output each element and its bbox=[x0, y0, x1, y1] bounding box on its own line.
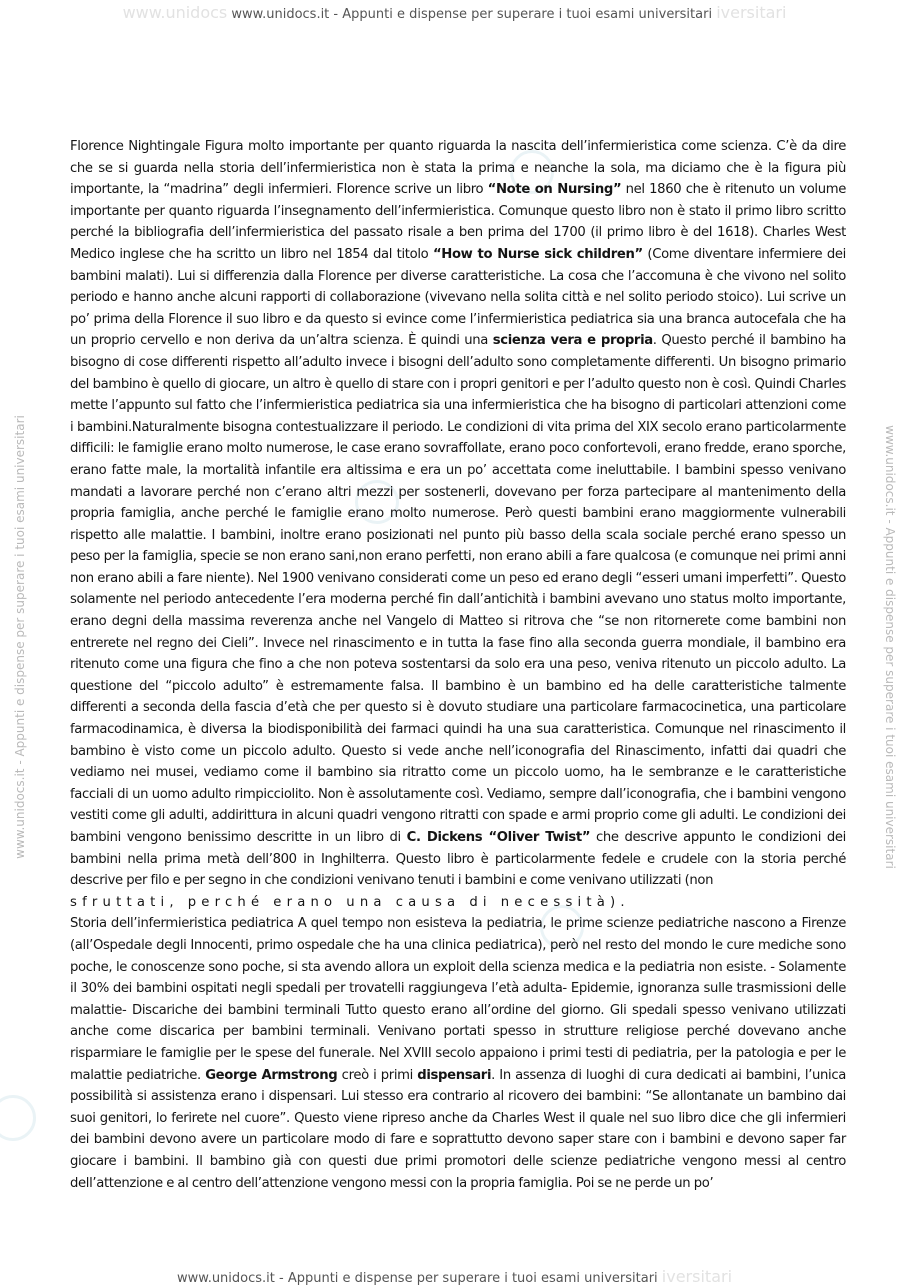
document-body bbox=[70, 136, 846, 1194]
right-side-watermark: www.unidocs.it - Appunti e dispense per superare i tuoi esami universitari bbox=[883, 425, 897, 869]
paragraph-spaced-line: sfruttati, perché erano una causa di necessità). bbox=[70, 894, 630, 910]
footer-watermark bbox=[0, 1267, 909, 1286]
paragraph-storia bbox=[70, 913, 846, 1194]
text-run: nel 1860 che è ritenuto un volume importante per quanto riguarda l’insegnamento dell’infermieristica. Comunque questo libro non è stato il primo libro scritto perché la bibliografia dell’infermieristica del passato risale a ben prima del 1700 (il primo libro è del 1618). Charles West Medico inglese che ha scritto un libro nel 1854 dal titolo bbox=[70, 182, 846, 262]
text-run: creò i primi bbox=[337, 1067, 418, 1083]
footer-ghost-right: iversitari bbox=[661, 1267, 733, 1286]
footer-watermark-text: www.unidocs.it - Appunti e dispense per superare i tuoi esami universitari bbox=[176, 1271, 658, 1286]
text-run: Florence Nightingale Figura molto importante per quanto riguarda la nascita dell’infermieristica come scienza. C’è da dire che se si guarda nella storia dell’infermieristica non è stata la prima e neanche la sola, ma diciamo che è la figura più importante, la “madrina” degli infermieri. Florence scrive un libro bbox=[70, 139, 846, 198]
header-watermark bbox=[0, 3, 909, 22]
bold-george-armstrong: George Armstrong bbox=[205, 1067, 338, 1083]
text-run: . Questo perché il bambino ha bisogno di cose differenti rispetto all’adulto invece i bisogni dell’adulto sono completamente differenti. Un bisogno primario del bambino è quello di giocare, un altro è quello di stare con i propri genitori e per l’adulto questo non è così. Quindi Charles mette l’appunto sul fatto che l’infermieristica pediatrica sia una infermieristica che ha bisogno di particolari attenzioni come i bambini.Naturalmente bisogna contestualizzare il periodo. Le condizioni di vita prima del XIX secolo erano particolarmente difficili: le famiglie erano molto numerose, le case erano sovraffollate, erano poco confortevoli, erano fredde, erano sporche, erano fatte male, la mortalità infantile era altissima e era un po’ accettata come ineluttabile. I bambini spesso venivano mandati a lavorare perché non c’erano altri mezzi per sostenerli, dovevano per forza partecipare al mantenimento della propria famiglia, anche perché le famiglie erano molto numerose. Però questi bambini erano maggiormente vulnerabili rispetto alle malattie. I bambini, inoltre erano posizionati nel punto più basso della scala sociale perché erano spesso un peso per la famiglia, specie se non erano sani,non erano perfetti, non erano abili a fare qualcosa (e comunque nei primi anni non erano abili a fare niente). Nel 1900 venivano considerati come un peso ed erano degli “esseri umani imperfetti”. Questo solamente nel periodo antecedente l’era moderna perché fin dall’antichità i bambini avevano uno status molto importante, erano degni della massima reverenza anche nel Vangelo di Matteo si ritrova che “se non ritornerete come bambini non entrerete nel regno dei Cieli”. Invece nel rinascimento e in tutta la fase fino alla seconda guerra mondiale, il bambino era ritenuto come una figura che fino a che non poteva sostentarsi da solo era una peso, veniva ritenuto un piccolo adulto. La questione del “piccolo adulto” è estremamente falsa. Il bambino è un bambino ed ha delle caratteristiche talmente differenti a seconda della fascia d’età che per questo si è dovuto studiare una particolare farmacocinetica, una particolare farmacodinamica, è diversa la biodisponibilità dei farmaci quindi ha una sua caratteristica. Comunque nel rinascimento il bambino è visto come un piccolo adulto. Questo si vede anche nell’iconografia del Rinascimento, infatti dai quadri che vediamo nei musei, vediamo come il bambino sia ritratto come un piccolo uomo, ha le sembranze e le caratteristiche facciali di un uomo adulto rimpicciolito. Non è assolutamente così. Vediamo, sempre dall’iconografia, che i bambini vengono vestiti come gli adulti, addirittura in alcuni quadri vengono ritratti con spade e armi proprio come gli adulti. Le condizioni dei bambini vengono benissimo descritte in un libro di bbox=[70, 333, 846, 845]
bold-dispensari: dispensari bbox=[417, 1067, 492, 1083]
text-run: (Come diventare infermiere dei bambini malati). Lui si differenzia dalla Florence per diverse caratteristiche. La cosa che l’accomuna è che vivono nel solito periodo e hanno anche alcuni rapporti di collaborazione (vivevano nella solita città e nel solito periodo stoico). Lui scrive un po’ prima della Florence il suo libro e da questo si evince come l’infermieristica pediatrica sia una branca autocefala che ha un proprio cervello e non deriva da un’altra scienza. È quindi una bbox=[70, 246, 846, 349]
left-side-watermark: www.unidocs.it - Appunti e dispense per superare i tuoi esami universitari bbox=[13, 415, 27, 859]
book-title-note-on-nursing: “Note on Nursing” bbox=[487, 182, 622, 198]
paragraph-main bbox=[70, 136, 846, 892]
text-run: . In assenza di luoghi di cura dedicati ai bambini, l’unica possibilità si assistenza erano i dispensari. Lui stesso era contrario al ricovero dei bambini: “Se allontanate un bambino dai suoi genitori, lo ferirete nel cuore”. Questo viene ripreso anche da Charles West il quale nel suo libro dice che gli infermieri dei bambini devono avere un particolare modo di fare e soprattutto devono saper stare con i bambini e devono saper far giocare i bambini. Il bambino già con questi due primi promotori delle scienze pediatriche vengono messi al centro dell’attenzione e al centro dell’attenzione vengono messi con la propria famiglia. Poi se ne perde un po’ bbox=[70, 1067, 846, 1191]
header-ghost-left: www.unidocs bbox=[122, 3, 228, 22]
book-title-how-to-nurse: “How to Nurse sick children” bbox=[432, 246, 643, 262]
bold-scienza-vera: scienza vera e propria bbox=[492, 333, 653, 349]
header-ghost-right: iversitari bbox=[716, 3, 787, 22]
text-run: che descrive appunto le condizioni dei bambini nella prima metà dell’800 in Inghilterra. Questo libro è particolarmente fedele e crudele con la storia perché descrive per filo e per segno in che condizioni venivano tenuti i bambini e come venivano utilizzati (non bbox=[70, 830, 846, 889]
bold-oliver-twist: C. Dickens “Oliver Twist” bbox=[406, 830, 591, 845]
header-watermark-text: www.unidocs.it - Appunti e dispense per superare i tuoi esami universitari bbox=[231, 7, 713, 22]
watermark-logo-icon bbox=[0, 1095, 36, 1141]
text-run: Storia dell’infermieristica pediatrica A quel tempo non esisteva la pediatria, le prime scienze pediatriche nascono a Firenze (all’Ospedale degli Innocenti, primo ospedale che ha una clinica pediatrica), però nel resto del mondo le cure mediche sono poche, le conoscenze sono poche, si sta avendo allora un exploit della scienza medica e la pediatria non esiste. - Solamente il 30% dei bambini ospitati negli spedali per trovatelli raggiungeva l’età adulta- Epidemie, ignoranza sulle trasmissioni delle malattie- Discariche dei bambini terminali Tutto questo erano all’ordine del giorno. Gli spedali spesso venivano utilizzati anche come discarica per bambini terminali. Venivano portati spesso in strutture religiose perché dovevano anche risparmiare le famiglie per le spese del funerale. Nel XVIII secolo appaiono i primi testi di pediatria, per la patologia e per le malattie pediatriche. bbox=[70, 916, 846, 1083]
